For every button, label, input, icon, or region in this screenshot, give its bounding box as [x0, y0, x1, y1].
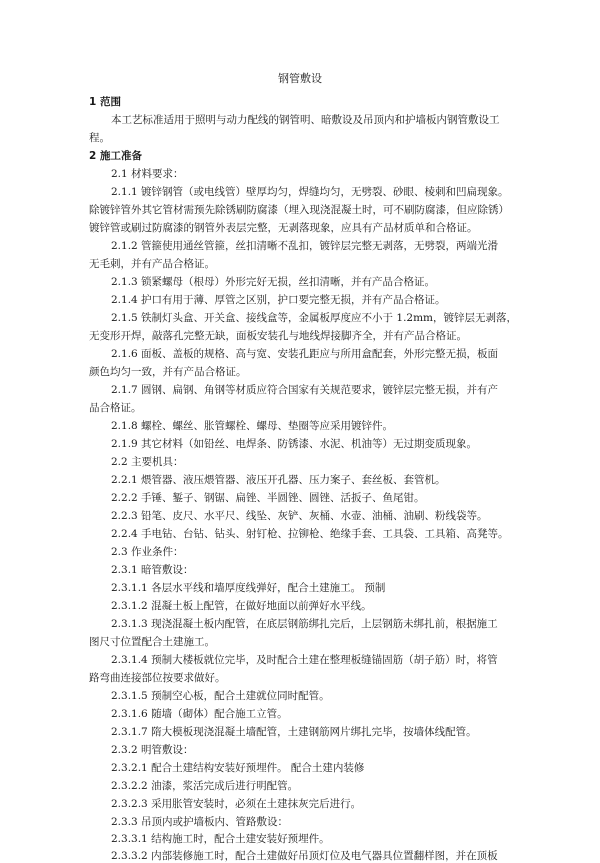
text-line: 2.3.1.1 各层水平线和墙厚度线弹好，配合土建施工。 预制	[111, 582, 386, 594]
text-line: 2.1.1 镀锌钢管（或电线管）壁厚均匀，焊缝均匀，无劈裂、砂眼、棱刺和凹扁现象。	[111, 186, 509, 198]
text-line: 2.3.1 暗管敷设：	[111, 564, 194, 576]
text-line: 2.1.3 锁紧螺母（根母）外形完好无损，丝扣清晰，并有产品合格证。	[111, 276, 436, 288]
text-line: 程。	[89, 132, 110, 144]
text-line: 2.2.4 手电钻、台钻、钻头、射钉枪、拉铆枪、绝缘手套、工具袋、工具箱、高凳等。	[111, 528, 509, 540]
text-line: 2.3.1.4 预制大楼板就位完毕，及时配合土建在整理板缝锚固筋（胡子筋）时，将管	[111, 654, 498, 666]
text-line: 2.1.7 圆钢、扁钢、角钢等材质应符合国家有关规范要求，镀锌层完整无损，并有产	[111, 384, 499, 396]
text-line: 2.1 材料要求：	[111, 168, 184, 180]
text-line: 颜色均匀一致，并有产品合格证。	[89, 366, 247, 378]
text-line: 2.3.3.2 内部装修施工时，配合土建做好吊顶灯位及电气器具位置翻样图，并在顶板	[111, 850, 498, 862]
text-line: 2.1.9 其它材料（如铅丝、电焊条、防锈漆、水泥、机油等）无过期变质现象。	[111, 438, 478, 450]
text-line: 2.3.1.6 随墙（砌体）配合施工立管。	[111, 708, 288, 720]
text-line: 2.3.2.2 油漆，浆活完成后进行明配管。	[111, 780, 299, 792]
text-line: 2.3.2 明管敷设：	[111, 744, 194, 756]
text-line: 品合格证。	[89, 402, 142, 414]
text-line: 2.3.1.2 混凝土板上配管，在做好地面以前弹好水平线。	[111, 600, 372, 612]
text-line: 2.2.1 煨管器、液压煨管器、液压开孔器、压力案子、套丝板、套管机。	[111, 474, 446, 486]
text-line: 2.1.2 管箍使用通丝管箍，丝扣清晰不乱扣，镀锌层完整无剥落，无劈裂，两端光滑	[111, 240, 499, 252]
doc-title: 钢管敷设	[278, 72, 322, 85]
text-line: 2.3 作业条件：	[111, 546, 184, 558]
section-heading: 1 范围	[89, 96, 121, 108]
text-line: 无变形开焊，敲落孔完整无缺，面板安装孔与地线焊接脚齐全，并有产品合格证。	[89, 330, 467, 342]
text-line: 2.3.3 吊顶内或护墙板内、管路敷设：	[111, 816, 289, 828]
text-line: 2.3.2.1 配合土建结构安装好预埋件。 配合土建内装修	[111, 762, 365, 774]
text-line: 无毛刺，并有产品合格证。	[89, 258, 215, 270]
text-line: 2.3.2.3 采用胀管安装时，必须在土建抹灰完后进行。	[111, 798, 362, 810]
text-line: 本工艺标准适用于照明与动力配线的钢管明、暗敷设及吊顶内和护墙板内钢管敷设工	[111, 114, 500, 126]
text-line: 2.3.1.5 预制空心板，配合土建就位同时配管。	[111, 690, 330, 702]
text-line: 2.3.1.3 现浇混凝土板内配管，在底层钢筋绑扎完后，上层钢筋未绑扎前，根据施工	[111, 618, 498, 630]
text-line: 路弯曲连接部位按要求做好。	[89, 672, 226, 684]
text-line: 2.1.8 螺栓、螺丝、胀管螺栓、螺母、垫圈等应采用镀锌件。	[111, 420, 394, 432]
section-heading: 2 施工准备	[89, 150, 142, 162]
text-line: 2.2.3 铅笔、皮尺、水平尺、线坠、灰铲、灰桶、水壶、油桶、油刷、粉线袋等。	[111, 510, 488, 522]
text-line: 2.1.4 护口有用于薄、厚管之区别，护口要完整无损，并有产品合格证。	[111, 294, 446, 306]
text-line: 2.3.1.7 隋大模板现浇混凝土墙配管，土建钢筋网片绑扎完毕，按墙体线配管。	[111, 726, 477, 738]
text-line: 除镀锌管外其它管材需预先除锈刷防腐漆（埋入现浇混凝土时，可不刷防腐漆，但应除锈）	[89, 204, 509, 216]
text-line: 2.2 主要机具：	[111, 456, 184, 468]
text-line: 2.3.3.1 结构施工时，配合土建安装好预埋件。	[111, 833, 330, 845]
text-line: 镀锌管或刷过防腐漆的钢管外表层完整，无剥落现象，应具有产品材质单和合格证。	[89, 222, 478, 234]
text-line: 图尺寸位置配合土建施工。	[89, 636, 215, 648]
text-line: 2.1.5 铁制灯头盒、开关盒、接线盒等，金属板厚度应不小于 1.2mm，镀锌层无剥落，	[111, 312, 518, 324]
text-line: 2.2.2 手锤、錾子、钢锯、扁锉、半圆锉、圆锉、活扳子、鱼尾钳。	[111, 492, 425, 504]
text-line: 2.1.6 面板、盖板的规格、高与宽、安装孔距应与所用盒配套，外形完整无损，板面	[111, 348, 499, 360]
